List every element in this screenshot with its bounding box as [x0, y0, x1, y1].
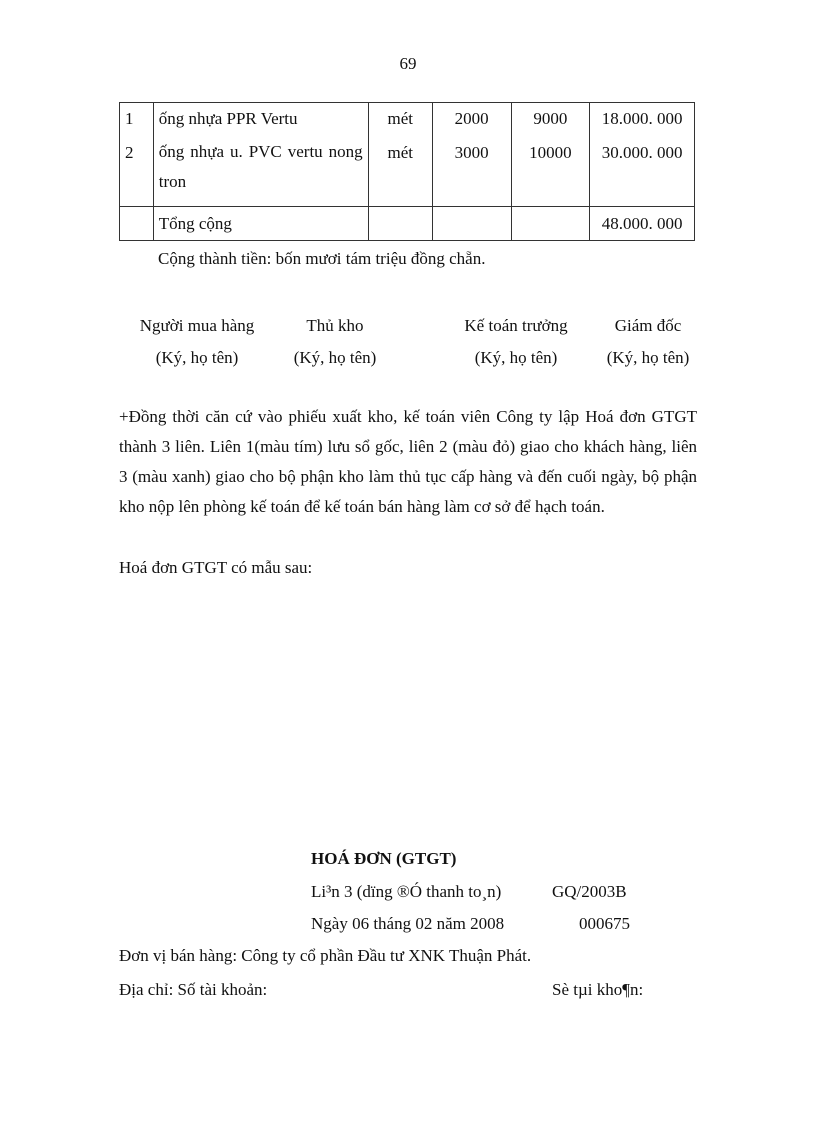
row-no: 2 — [125, 143, 134, 162]
empty-cell — [368, 207, 432, 241]
total-row — [120, 207, 695, 241]
items-table — [119, 102, 695, 241]
item-price: 9000 — [533, 109, 568, 128]
item-amount: 18.000. 000 — [601, 109, 683, 128]
invoice-copy-line: Li³n 3 (dïng ®Ó thanh to¸n) — [311, 882, 502, 901]
name-cell — [153, 103, 368, 207]
item-price: 10000 — [529, 143, 572, 162]
invoice-address-account: Địa chỉ: Số tài khoản: — [119, 980, 268, 999]
item-qty: 3000 — [454, 143, 489, 162]
invoice-title: HOÁ ĐƠN (GTGT) — [311, 849, 457, 868]
invoice-seller: Đơn vị bán hàng: Công ty cổ phần Đầu tư XNK Thuận Phát. — [119, 946, 532, 965]
empty-cell — [511, 207, 590, 241]
item-amount: 30.000. 000 — [601, 143, 683, 162]
signature-title-buyer: Người mua hàng — [139, 316, 255, 335]
item-unit: mét — [387, 143, 413, 162]
amount-cell — [590, 103, 695, 207]
signature-title-director: Giám đốc — [614, 316, 682, 335]
invoice-warehouse-account: Sè tµi kho¶n: — [552, 980, 644, 999]
no-cell — [120, 103, 154, 207]
item-unit: mét — [387, 109, 413, 128]
signature-title-chief-accountant: Kế toán trưởng — [464, 316, 568, 335]
item-name: ống nhựa PPR Vertu — [158, 109, 298, 128]
page-number: 69 — [399, 54, 417, 73]
signature-title-storekeeper: Thủ kho — [306, 316, 364, 335]
qty-cell — [432, 103, 511, 207]
invoice-date: Ngày 06 tháng 02 năm 2008 — [311, 914, 505, 933]
invoice-form-code: GQ/2003B — [552, 882, 627, 901]
total-amount: 48.000. 000 — [590, 207, 695, 241]
signature-sub-buyer: (Ký, họ tên) — [155, 348, 239, 367]
total-label: Tổng cộng — [153, 207, 368, 241]
price-cell — [511, 103, 590, 207]
empty-cell — [432, 207, 511, 241]
signature-sub-director: (Ký, họ tên) — [606, 348, 690, 367]
table-row — [120, 103, 695, 207]
unit-cell — [368, 103, 432, 207]
body-paragraph: +Đồng thời căn cứ vào phiếu xuất kho, kế toán viên Công ty lập Hoá đơn GTGT thành 3 liên. Liên 1(màu tím) lưu sổ gốc, liên 2 (màu đỏ) giao cho khách hàng, liên 3 (màu xanh) giao cho bộ phận kho làm thủ tục cấp hàng và đến cuối ngày, bộ phận kho nộp lên phòng kế toán để kế toán bán hàng làm cơ sở để hạch toán. — [119, 407, 697, 516]
item-qty: 2000 — [454, 109, 489, 128]
amount-in-words: Cộng thành tiền: bốn mươi tám triệu đồng chẵn. — [158, 249, 486, 268]
empty-cell — [120, 207, 154, 241]
invoice-intro: Hoá đơn GTGT có mẫu sau: — [119, 558, 313, 577]
signature-sub-chief-accountant: (Ký, họ tên) — [474, 348, 558, 367]
row-no: 1 — [125, 109, 134, 128]
signature-sub-storekeeper: (Ký, họ tên) — [293, 348, 377, 367]
invoice-serial: 000675 — [579, 914, 630, 933]
item-name: ống nhựa u. PVC vertu nong tron — [158, 142, 363, 191]
